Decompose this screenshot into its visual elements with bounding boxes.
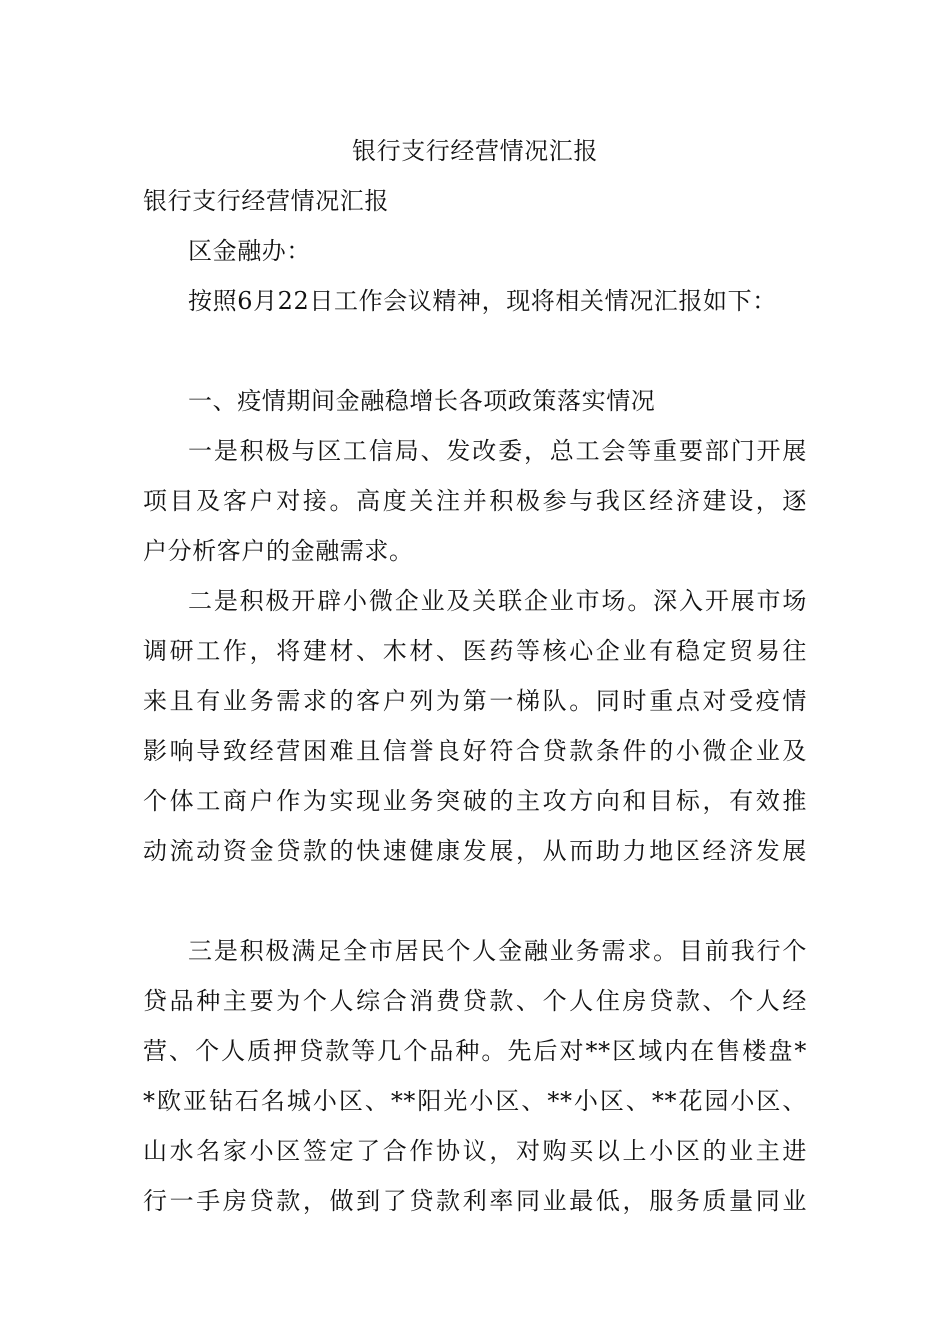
paragraph-line: 三是积极满足全市居民个人金融业务需求。目前我行个 <box>188 937 807 965</box>
document-subtitle: 银行支行经营情况汇报 <box>143 187 389 215</box>
paragraph-line: 个体工商户作为实现业务突破的主攻方向和目标，有效推 <box>143 787 807 815</box>
paragraph-line: 动流动资金贷款的快速健康发展，从而助力地区经济发展 <box>143 837 807 865</box>
paragraph-line: 贷品种主要为个人综合消费贷款、个人住房贷款、个人经 <box>143 987 807 1015</box>
addressee: 区金融办： <box>188 237 311 265</box>
paragraph-line: 山水名家小区签定了合作协议，对购买以上小区的业主进 <box>143 1137 807 1165</box>
section-heading: 一、疫情期间金融稳增长各项政策落实情况 <box>188 387 656 415</box>
paragraph-line: 影响导致经营困难且信誉良好符合贷款条件的小微企业及 <box>143 737 807 765</box>
paragraph-line: 调研工作，将建材、木材、医药等核心企业有稳定贸易往 <box>143 637 807 665</box>
document-title: 银行支行经营情况汇报 <box>352 137 598 165</box>
paragraph-line: *欧亚钻石名城小区、**阳光小区、**小区、**花园小区、 <box>143 1087 807 1115</box>
paragraph-line: 户分析客户的金融需求。 <box>143 537 414 565</box>
paragraph-line: 一是积极与区工信局、发改委，总工会等重要部门开展 <box>188 437 807 465</box>
paragraph-line: 营、个人质押贷款等几个品种。先后对**区域内在售楼盘* <box>143 1037 807 1065</box>
paragraph-line: 行一手房贷款，做到了贷款利率同业最低，服务质量同业 <box>143 1187 807 1215</box>
paragraph-line: 项目及客户对接。高度关注并积极参与我区经济建设，逐 <box>143 487 807 515</box>
paragraph-line: 二是积极开辟小微企业及关联企业市场。深入开展市场 <box>188 587 807 615</box>
intro-paragraph: 按照6月22日工作会议精神，现将相关情况汇报如下： <box>188 287 777 315</box>
paragraph-line: 来且有业务需求的客户列为第一梯队。同时重点对受疫情 <box>143 687 807 715</box>
